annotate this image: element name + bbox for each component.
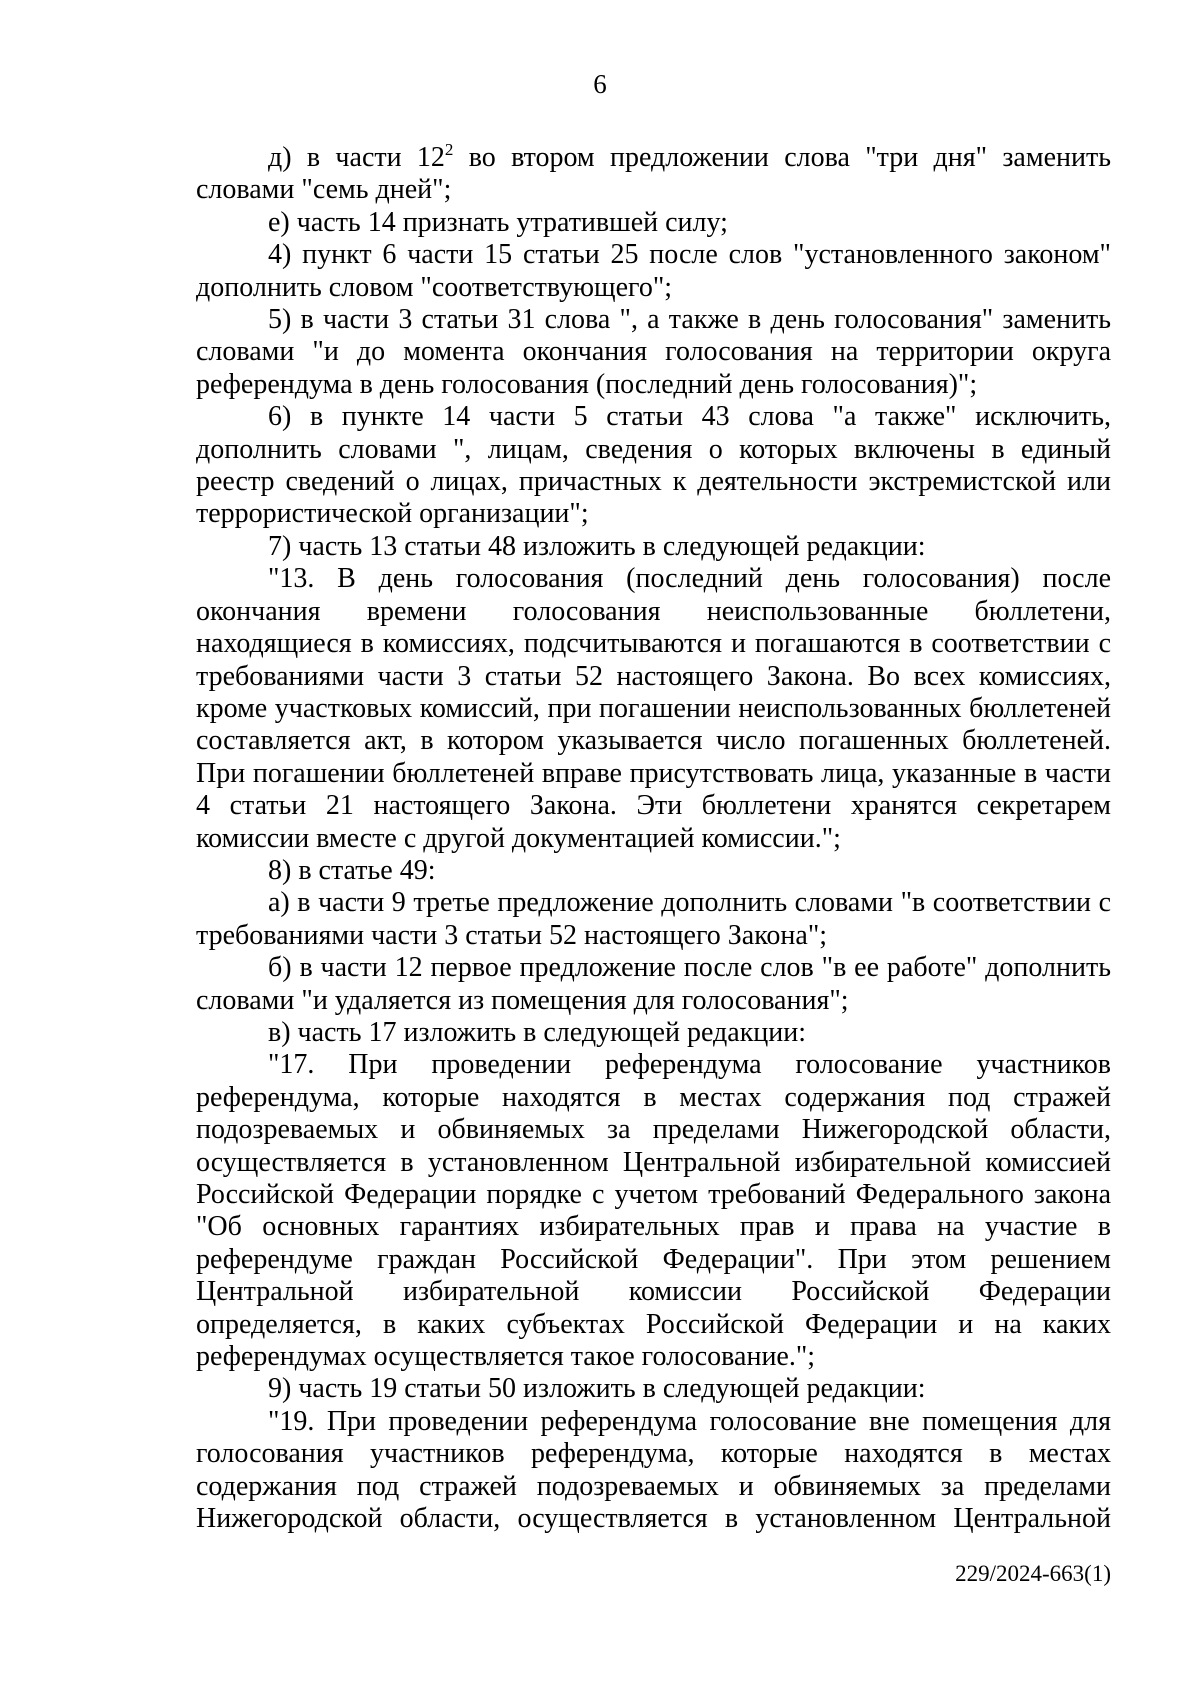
document-body bbox=[196, 142, 1111, 1535]
paragraph-8a: а) в части 9 третье предложение дополнить словами "в соответствии с требованиями части 3 статьи 52 настоящего Закона"; bbox=[196, 887, 1111, 951]
page-number: 6 bbox=[593, 69, 607, 99]
paragraph-4: 4) пункт 6 части 15 статьи 25 после слов "установленного законом" дополнить словом "соответствующего"; bbox=[196, 239, 1111, 303]
paragraph-6: 6) в пункте 14 части 5 статьи 43 слова "а также" исключить, дополнить словами ", лицам, сведения о которых включены в единый реестр сведений о лицах, причастных к деятельности экстремистской или террористической организации"; bbox=[196, 401, 1111, 530]
paragraph-d bbox=[196, 142, 1111, 207]
paragraph-5: 5) в части 3 статьи 31 слова ", а также в день голосования" заменить словами "и до момента окончания голосования на территории округа референдума в день голосования (последний день голосования)"; bbox=[196, 304, 1111, 400]
document-code: 229/2024-663(1) bbox=[955, 1561, 1111, 1586]
paragraph-8: 8) в статье 49: bbox=[268, 854, 436, 886]
paragraph-d-start: д) в части 12 bbox=[268, 142, 445, 173]
paragraph-8b: б) в части 12 первое предложение после слов "в ее работе" дополнить словами "и удаляется из помещения для голосования"; bbox=[196, 952, 1111, 1016]
paragraph-9-quote: "19. При проведении референдума голосование вне помещения для голосования участников референдума, которые находятся в местах содержания под стражей подозреваемых и обвиняемых за пределами Нижегородской области, осуществляется в установленном Центральной bbox=[196, 1405, 1111, 1535]
paragraph-9: 9) часть 19 статьи 50 изложить в следующей редакции: bbox=[268, 1373, 926, 1405]
superscript-index: 2 bbox=[444, 140, 454, 159]
paragraph-8v: в) часть 17 изложить в следующей редакции: bbox=[268, 1016, 807, 1048]
paragraph-7-quote: "13. В день голосования (последний день голосования) после окончания времени голосования неиспользованные бюллетени, находящиеся в комиссиях, подсчитываются и погашаются в соответствии с требованиями части 3 статьи 52 настоящего Закона. Во всех комиссиях, кроме участковых комиссий, при погашении неиспользованных бюллетеней составляется акт, в котором указывается число погашенных бюллетеней. При погашении бюллетеней вправе присутствовать лица, указанные в части 4 статьи 21 настоящего Закона. Эти бюллетени хранятся секретарем комиссии вместе с другой документацией комиссии."; bbox=[196, 563, 1111, 854]
paragraph-7: 7) часть 13 статьи 48 изложить в следующей редакции: bbox=[268, 530, 926, 562]
paragraph-e: е) часть 14 признать утратившей силу; bbox=[268, 206, 728, 238]
paragraph-d-rest: во втором предложении слова "три дня" заменить словами "семь дней"; bbox=[196, 142, 1111, 206]
paragraph-8v-quote: "17. При проведении референдума голосование участников референдума, которые находятся в местах содержания под стражей подозреваемых и обвиняемых за пределами Нижегородской области, осуществляется в установленном Центральной избирательной комиссией Российской Федерации порядке с учетом требований Федерального закона "Об основных гарантиях избирательных прав и права на участие в референдуме граждан Российской Федерации". При этом решением Центральной избирательной комиссии Российской Федерации определяется, в каких субъектах Российской Федерации и на каких референдумах осуществляется такое голосование."; bbox=[196, 1049, 1111, 1373]
